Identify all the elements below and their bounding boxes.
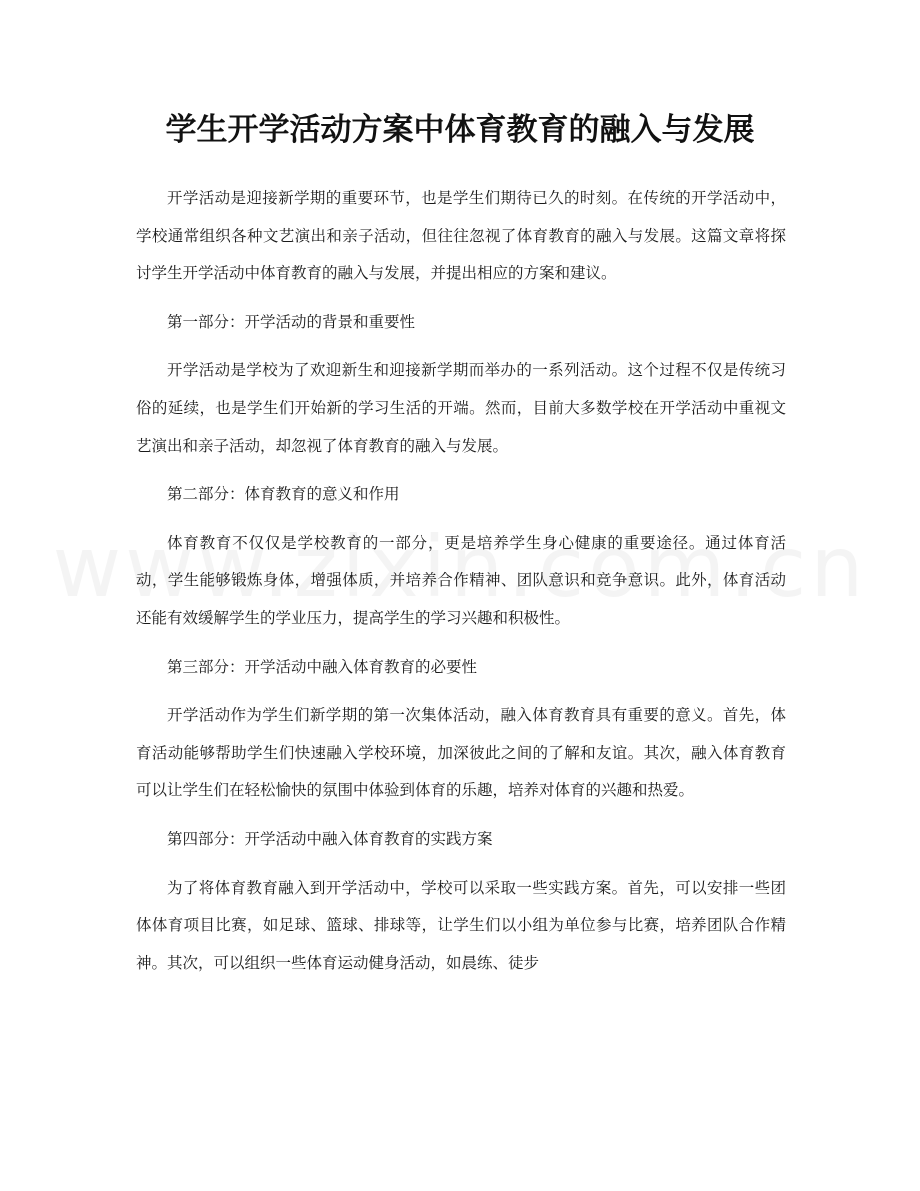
section-paragraph-1: 开学活动是学校为了欢迎新生和迎接新学期而举办的一系列活动。这个过程不仅是传统习俗的延续，也是学生们开始新的学习生活的开端。然而，目前大多数学校在开学活动中重视文艺演出和亲子活动，却忽视了体育教育的融入与发展。 [136,361,786,455]
section-paragraph-4: 为了将体育教育融入到开学活动中，学校可以采取一些实践方案。首先，可以安排一些团体体育项目比赛，如足球、篮球、排球等，让学生们以小组为单位参与比赛，培养团队合作精神。其次，可以组织一些体育运动健身活动，如晨练、徒步 [136,878,786,972]
intro-paragraph: 开学活动是迎接新学期的重要环节，也是学生们期待已久的时刻。在传统的开学活动中，学校通常组织各种文艺演出和亲子活动，但往往忽视了体育教育的融入与发展。这篇文章将探讨学生开学活动中体育教育的融入与发展，并提出相应的方案和建议。 [136,189,786,283]
section-heading-4: 第四部分：开学活动中融入体育教育的实践方案 [167,829,493,848]
section-paragraph-2: 体育教育不仅仅是学校教育的一部分，更是培养学生身心健康的重要途径。通过体育活动，学生能够锻炼身体，增强体质，并培养合作精神、团队意识和竞争意识。此外，体育活动还能有效缓解学生的学业压力，提高学生的学习兴趣和积极性。 [136,533,786,627]
section-paragraph-3: 开学活动作为学生们新学期的第一次集体活动，融入体育教育具有重要的意义。首先，体育活动能够帮助学生们快速融入学校环境，加深彼此之间的了解和友谊。其次，融入体育教育可以让学生们在轻松愉快的氛围中体验到体育的乐趣，培养对体育的兴趣和热爱。 [136,706,786,800]
section-heading-1: 第一部分：开学活动的背景和重要性 [167,312,416,331]
section-heading-2: 第二部分：体育教育的意义和作用 [167,485,400,504]
document-body [136,180,786,982]
section-heading-3: 第三部分：开学活动中融入体育教育的必要性 [167,657,478,676]
document-title: 学生开学活动方案中体育教育的融入与发展 [165,112,755,148]
